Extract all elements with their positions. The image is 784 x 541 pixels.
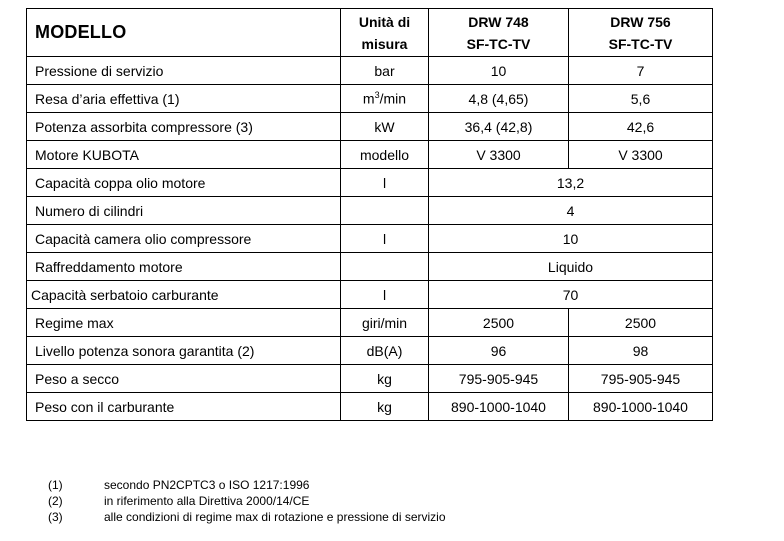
param-cell: Numero di cilindri <box>27 197 341 225</box>
unit-cell: modello <box>341 141 429 169</box>
value-drw756: V 3300 <box>569 141 713 169</box>
drw748-header <box>429 9 569 57</box>
value-merged: 10 <box>429 225 713 253</box>
value-drw756: 795-905-945 <box>569 365 713 393</box>
value-drw748: 36,4 (42,8) <box>429 113 569 141</box>
header-row <box>27 9 713 57</box>
unit-cell: kg <box>341 393 429 421</box>
param-cell: Regime max <box>27 309 341 337</box>
param-cell: Capacità camera olio compressore <box>27 225 341 253</box>
value-drw748: 2500 <box>429 309 569 337</box>
param-cell: Raffreddamento motore <box>27 253 341 281</box>
table-row <box>27 113 713 141</box>
drw756-header-line1: DRW 756 <box>610 13 671 30</box>
value-merged: 4 <box>429 197 713 225</box>
footnote-number: (3) <box>48 510 63 524</box>
footnote <box>48 477 446 493</box>
footnote-text: secondo PN2CPTC3 o ISO 1217:1996 <box>104 478 310 492</box>
footnote-number: (1) <box>48 478 63 492</box>
table-row <box>27 393 713 421</box>
unit-cell <box>341 253 429 281</box>
value-drw756: 890-1000-1040 <box>569 393 713 421</box>
param-cell: Capacità serbatoio carburante <box>27 281 341 309</box>
unit-cell: l <box>341 225 429 253</box>
unit-cell <box>341 85 429 113</box>
value-drw748: 10 <box>429 57 569 85</box>
unit-cell: kW <box>341 113 429 141</box>
unit-base: m <box>362 90 375 107</box>
table-row <box>27 225 713 253</box>
footnote-text: alle condizioni di regime max di rotazione e pressione di servizio <box>104 510 446 524</box>
unit-cell: kg <box>341 365 429 393</box>
table-row <box>27 197 713 225</box>
drw748-header-line1: DRW 748 <box>468 13 529 30</box>
footnote-text: in riferimento alla Direttiva 2000/14/CE <box>104 494 310 508</box>
unit-cell: bar <box>341 57 429 85</box>
footnote <box>48 509 446 525</box>
unit-superscript: 3 <box>374 90 380 101</box>
table-row <box>27 141 713 169</box>
value-merged: Liquido <box>429 253 713 281</box>
value-drw756: 42,6 <box>569 113 713 141</box>
unit-header-line1: Unità di <box>358 13 411 30</box>
table-row <box>27 85 713 113</box>
param-cell: Motore KUBOTA <box>27 141 341 169</box>
unit-cell: dB(A) <box>341 337 429 365</box>
table-row <box>27 365 713 393</box>
drw756-header <box>569 9 713 57</box>
table-row <box>27 57 713 85</box>
value-drw748: 890-1000-1040 <box>429 393 569 421</box>
value-drw756: 98 <box>569 337 713 365</box>
table-row <box>27 253 713 281</box>
table-row <box>27 337 713 365</box>
value-drw756: 5,6 <box>569 85 713 113</box>
table-row <box>27 169 713 197</box>
value-drw748: V 3300 <box>429 141 569 169</box>
unit-cell: l <box>341 169 429 197</box>
spec-table <box>26 8 713 421</box>
value-drw748: 795-905-945 <box>429 365 569 393</box>
unit-cell: giri/min <box>341 309 429 337</box>
unit-header <box>341 9 429 57</box>
footnote <box>48 493 446 509</box>
footnotes <box>48 477 446 525</box>
table-row <box>27 281 713 309</box>
unit-cell <box>341 197 429 225</box>
value-drw756: 2500 <box>569 309 713 337</box>
drw756-header-line2: SF-TC-TV <box>608 35 673 52</box>
unit-rest: /min <box>379 90 407 107</box>
value-drw756: 7 <box>569 57 713 85</box>
unit-header-line2: misura <box>361 35 408 52</box>
param-cell: Resa d’aria effettiva (1) <box>27 85 341 113</box>
drw748-header-line2: SF-TC-TV <box>466 35 531 52</box>
param-cell: Livello potenza sonora garantita (2) <box>27 337 341 365</box>
model-header: MODELLO <box>27 9 341 57</box>
param-cell: Capacità coppa olio motore <box>27 169 341 197</box>
param-cell: Peso con il carburante <box>27 393 341 421</box>
value-merged: 70 <box>429 281 713 309</box>
table-row <box>27 309 713 337</box>
value-drw748: 96 <box>429 337 569 365</box>
param-cell: Potenza assorbita compressore (3) <box>27 113 341 141</box>
param-cell: Peso a secco <box>27 365 341 393</box>
footnote-number: (2) <box>48 494 63 508</box>
value-merged: 13,2 <box>429 169 713 197</box>
param-cell: Pressione di servizio <box>27 57 341 85</box>
unit-cell: l <box>341 281 429 309</box>
value-drw748: 4,8 (4,65) <box>429 85 569 113</box>
